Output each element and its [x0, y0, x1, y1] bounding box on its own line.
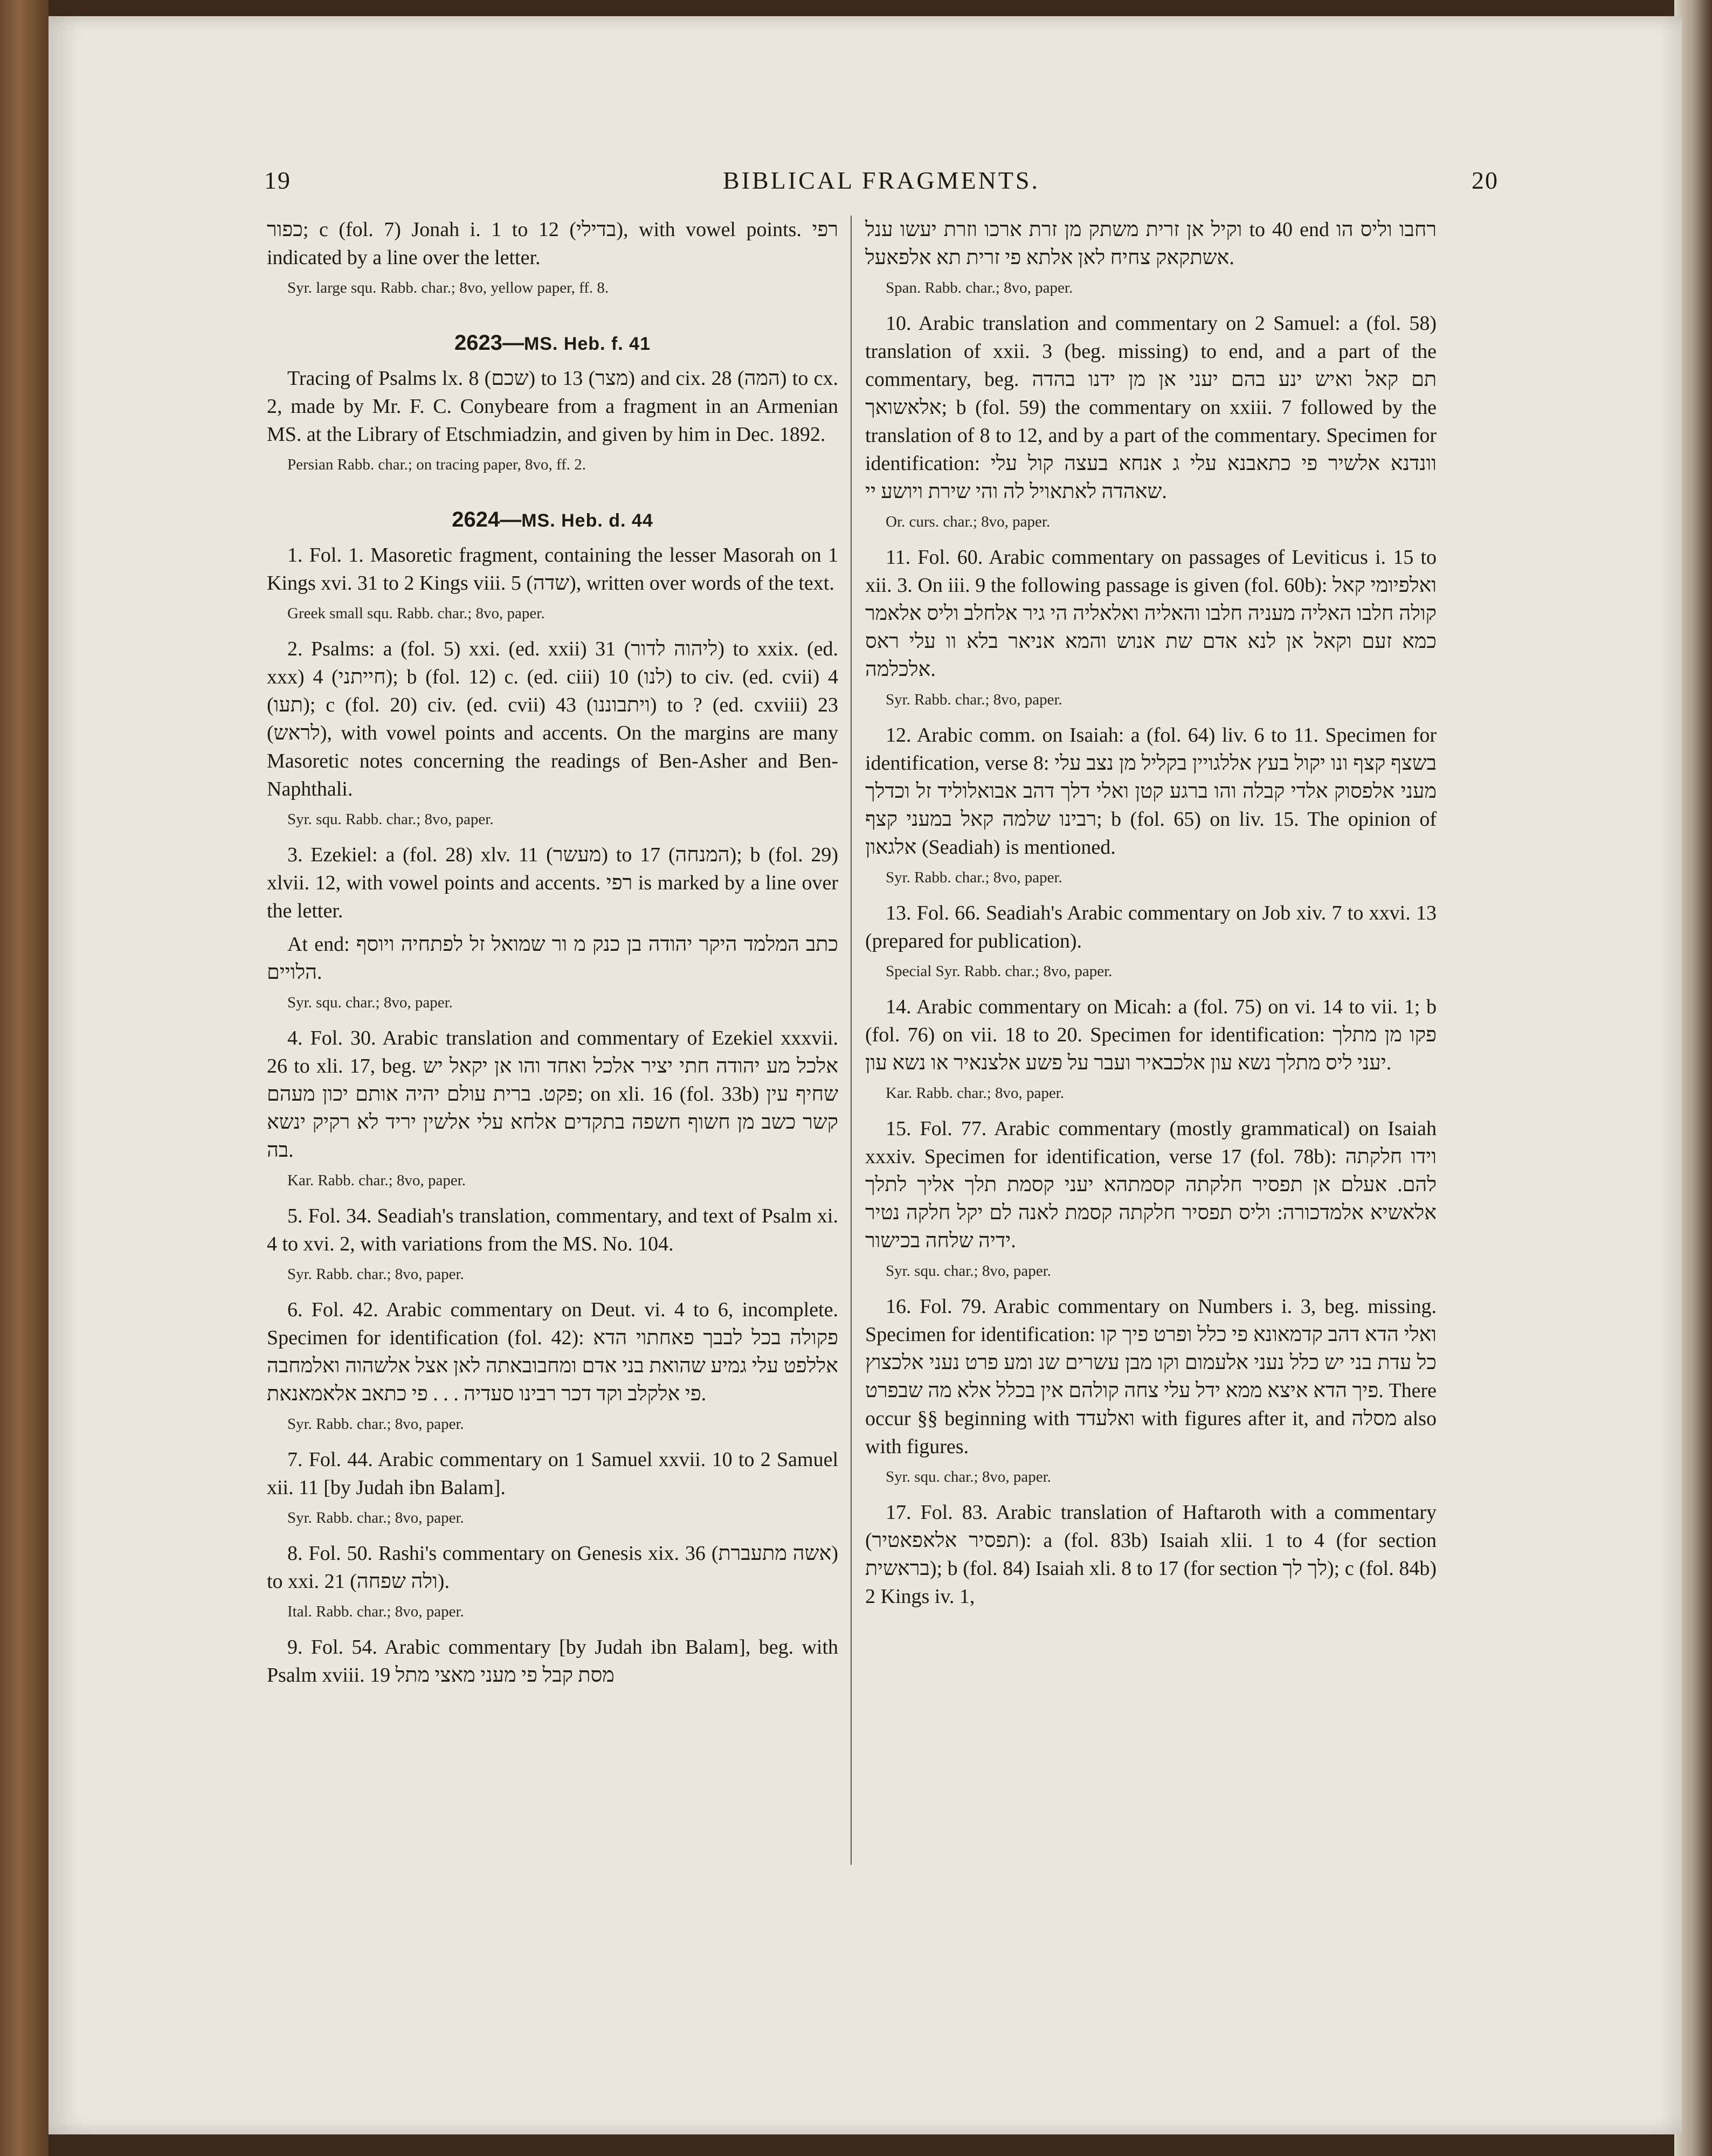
item-16-meta: Syr. squ. char.; 8vo, paper.	[886, 1468, 1051, 1485]
continuation-paragraph: וקיל אן זרית משתק מן זרת ארכו וזרת יעשו ענל to 40 end רחבו וליס הו אשתקאק צחיח לאן אלתא פי זרית תא אלפאעל.	[865, 218, 1437, 269]
item-8-meta: Ital. Rabb. char.; 8vo, paper.	[287, 1603, 464, 1620]
item-14-meta: Kar. Rabb. char.; 8vo, paper.	[886, 1084, 1064, 1102]
item-15-text: 15. Fol. 77. Arabic commentary (mostly grammatical) on Isaiah xxxiv. Specimen for identification, verse 17 (fol. 78b): וידו חלקתה להם. אעלם אן תפסיר חלקתה קסמתהא יעני קסמת תלך אליך לתלך אלאשיא אלמדכורה: וליס תפסיר חלקתה קסמת לאנה לם יקל חלקה נטיר ידיה שלחה בכישור.	[865, 1117, 1437, 1252]
item-7-meta: Syr. Rabb. char.; 8vo, paper.	[287, 1509, 464, 1526]
left-column	[267, 216, 838, 1695]
item-15-meta: Syr. squ. char.; 8vo, paper.	[886, 1262, 1051, 1280]
item-14-text: 14. Arabic commentary on Micah: a (fol. 75) on vi. 14 to vii. 1; b (fol. 76) on vii. 18 to 20. Specimen for identification: פקו מן מתלך יעני ליס מתלך נשא עון אלכבאיר ועבר על פשע אלצנאיר או נשא עון.	[865, 996, 1437, 1074]
entry-2623-text: Tracing of Psalms lx. 8 (שכם) to 13 (מצר) and cix. 28 (המה) to cx. 2, made by Mr. F. C. Conybeare from a fragment in an Armenian MS. at the Library of Etschmiadzin, and given by him in Dec. 1892.	[267, 367, 839, 446]
entry-number: 2623—	[454, 331, 524, 355]
item-4-text: 4. Fol. 30. Arabic translation and commentary of Ezekiel xxxvii. 26 to xli. 17, beg. אלכל מע יהודה חתי יציר אלכל ואחד והו אן יקאל יש פקט. ברית עולם יהיה אותם יכון מעהם; on xli. 16 (fol. 33b) שחיף עין קשר כשב מן חשוף חשפה בתקדים אלחא עלי אלשין יריד לא רקיק ינשא בה.	[267, 1027, 838, 1162]
item-12-text: 12. Arabic comm. on Isaiah: a (fol. 64) liv. 6 to 11. Specimen for identification, verse 8: בשצף קצף ונו יקול בעץ אללגויין בקליל מן נצב עלי מעני אלפסוק אלדי קבלה והו ברגע קטן ואלי דלך דהב אבואלוליד זל וכדלך רבינו שלמה קאל במעני קצף; b (fol. 65) on liv. 15. The opinion of אלגאון (Seadiah) is mentioned.	[865, 724, 1437, 859]
item-16-text: 16. Fol. 79. Arabic commentary on Numbers i. 3, beg. missing. Specimen for identification: ואלי הדא דהב קדמאונא פי כלל ופרט פיך קו כל עדת בני יש כלל נעני אלעמום וקו מבן עשרים שנ ומע פרט נעני אלכצוץ פיך הדא איצא ממא ידל עלי צחה קולהם אין בכלל אלא מה שבפרט. There occur §§ beginning with ואלעדד with figures after it, and מסלה also with figures.	[865, 1295, 1437, 1458]
item-10-meta: Or. curs. char.; 8vo, paper.	[886, 513, 1051, 530]
intro-meta: Syr. large squ. Rabb. char.; 8vo, yellow paper, ff. 8.	[287, 279, 609, 296]
item-3-meta: Syr. squ. char.; 8vo, paper.	[287, 994, 453, 1011]
item-13-meta: Special Syr. Rabb. char.; 8vo, paper.	[886, 963, 1113, 980]
entry-shelfmark: MS. Heb. d. 44	[521, 510, 653, 531]
item-1-meta: Greek small squ. Rabb. char.; 8vo, paper.	[287, 605, 545, 622]
entry-shelfmark: MS. Heb. f. 41	[523, 334, 651, 354]
item-3-text: 3. Ezekiel: a (fol. 28) xlv. 11 (מעשר) to 17 (המנחה); b (fol. 29) xlvii. 12, with vowel points and accents. רפי is marked by a line over the letter.	[267, 844, 838, 922]
item-11-text: 11. Fol. 60. Arabic commentary on passages of Leviticus i. 15 to xii. 3. On iii. 9 the following passage is given (fol. 60b): ואלפיומי קאל קולה חלבו האליה מעניה חלבו והאליה ואלאליה הי גיר אלחלב וליס אלאמר כמא זעם וקאל אן לנא אדם שת אנוש והמא אניאר בלא וו עלי ראס אלכלמה.	[865, 546, 1437, 681]
entry-2623-meta: Persian Rabb. char.; on tracing paper, 8vo, ff. 2.	[287, 456, 586, 473]
page-number-left: 19	[264, 167, 291, 194]
item-13-text: 13. Fol. 66. Seadiah's Arabic commentary on Job xiv. 7 to xxvi. 13 (prepared for publication).	[865, 902, 1437, 952]
item-7-text: 7. Fol. 44. Arabic commentary on 1 Samuel xxvii. 10 to 2 Samuel xii. 11 [by Judah ibn Balam].	[267, 1448, 838, 1499]
running-title: BIBLICAL FRAGMENTS.	[723, 167, 1040, 194]
column-divider	[851, 216, 852, 1865]
book-binding-left	[0, 0, 49, 2156]
page-number-right: 20	[1472, 167, 1499, 194]
item-2-meta: Syr. squ. Rabb. char.; 8vo, paper.	[287, 811, 494, 828]
item-5-meta: Syr. Rabb. char.; 8vo, paper.	[287, 1266, 464, 1283]
entry-heading-2624	[267, 506, 838, 535]
right-column	[865, 216, 1437, 1616]
item-5-text: 5. Fol. 34. Seadiah's translation, commentary, and text of Psalm xi. 4 to xvi. 2, with variations from the MS. No. 104.	[267, 1205, 838, 1255]
running-head	[264, 166, 1499, 198]
intro-paragraph: כפור; c (fol. 7) Jonah i. 1 to 12 (בדילי), with vowel points. רפי indicated by a line over the letter.	[267, 218, 839, 269]
item-10-text: 10. Arabic translation and commentary on 2 Samuel: a (fol. 58) translation of xxii. 3 (beg. missing) to end, and a part of the commentary, beg. תם קאל ואיש ינע בהם יעני אן מן ידנו בהדה אלאשואך; b (fol. 59) the commentary on xxiii. 7 followed by the translation of 8 to 12, and by a part of the commentary. Specimen for identification: וונדנא אלשיר פי כתאבנא עלי ג אנחא בעצה קול עלי שאהדה לאתאויל לה והי שירת ויושע יי.	[865, 312, 1437, 503]
item-12-meta: Syr. Rabb. char.; 8vo, paper.	[886, 869, 1062, 886]
entry-number: 2624—	[452, 508, 522, 531]
item-1-text: 1. Fol. 1. Masoretic fragment, containing the lesser Masorah on 1 Kings xvi. 31 to 2 Kings viii. 5 (שדה), written over words of the text.	[267, 544, 838, 595]
item-11-meta: Syr. Rabb. char.; 8vo, paper.	[886, 691, 1062, 708]
entry-heading-2623	[267, 329, 838, 358]
item-4-meta: Kar. Rabb. char.; 8vo, paper.	[287, 1172, 466, 1189]
item-3-colophon: At end: כתב המלמד היקר יהודה בן כנק מ ור שמואל זל לפתחיה ויוסף הלויים.	[267, 933, 838, 984]
item-17-text: 17. Fol. 83. Arabic translation of Haftaroth with a commentary (תפסיר אלאפאטיר): a (fol. 83b) Isaiah xlii. 1 to 4 (for section בראשית); b (fol. 84) Isaiah xli. 8 to 17 (for section לך לך); c (fol. 84b) 2 Kings iv. 1,	[865, 1501, 1437, 1608]
item-8-text: 8. Fol. 50. Rashi's commentary on Genesis xix. 36 (אשה מתעברת) to xxi. 21 (ולה שפחה).	[267, 1542, 838, 1593]
item-9-text: 9. Fol. 54. Arabic commentary [by Judah ibn Balam], beg. with Psalm xviii. 19 מסת קבל פי מעני מאצי מתל	[267, 1636, 838, 1687]
continuation-meta: Span. Rabb. char.; 8vo, paper.	[886, 279, 1073, 296]
item-6-text: 6. Fol. 42. Arabic commentary on Deut. vi. 4 to 6, incomplete. Specimen for identification (fol. 42): פקולה בכל לבבך פאחתוי הדא אללפט עלי גמיע שהואת בני אדם ומחבובאתה לאן אצל אלשהוה ואלמחבה פי אלקלב וקד דכר רבינו סעדיה . . . פי כתאב אלאמאנאת.	[267, 1298, 838, 1405]
item-2-text: 2. Psalms: a (fol. 5) xxi. (ed. xxii) 31 (ליהוה לדור) to xxix. (ed. xxx) 4 (חייתני); b (fol. 12) c. (ed. ciii) 10 (לנו) to civ. (ed. cvii) 4 (תעו); c (fol. 20) civ. (ed. cvii) 43 (ויתבוננו) to ? (ed. cxviii) 23 (לראש), with vowel points and accents. On the margins are many Masoretic notes concerning the readings of Ben-Asher and Ben-Naphthali.	[267, 638, 839, 800]
item-6-meta: Syr. Rabb. char.; 8vo, paper.	[287, 1415, 464, 1433]
